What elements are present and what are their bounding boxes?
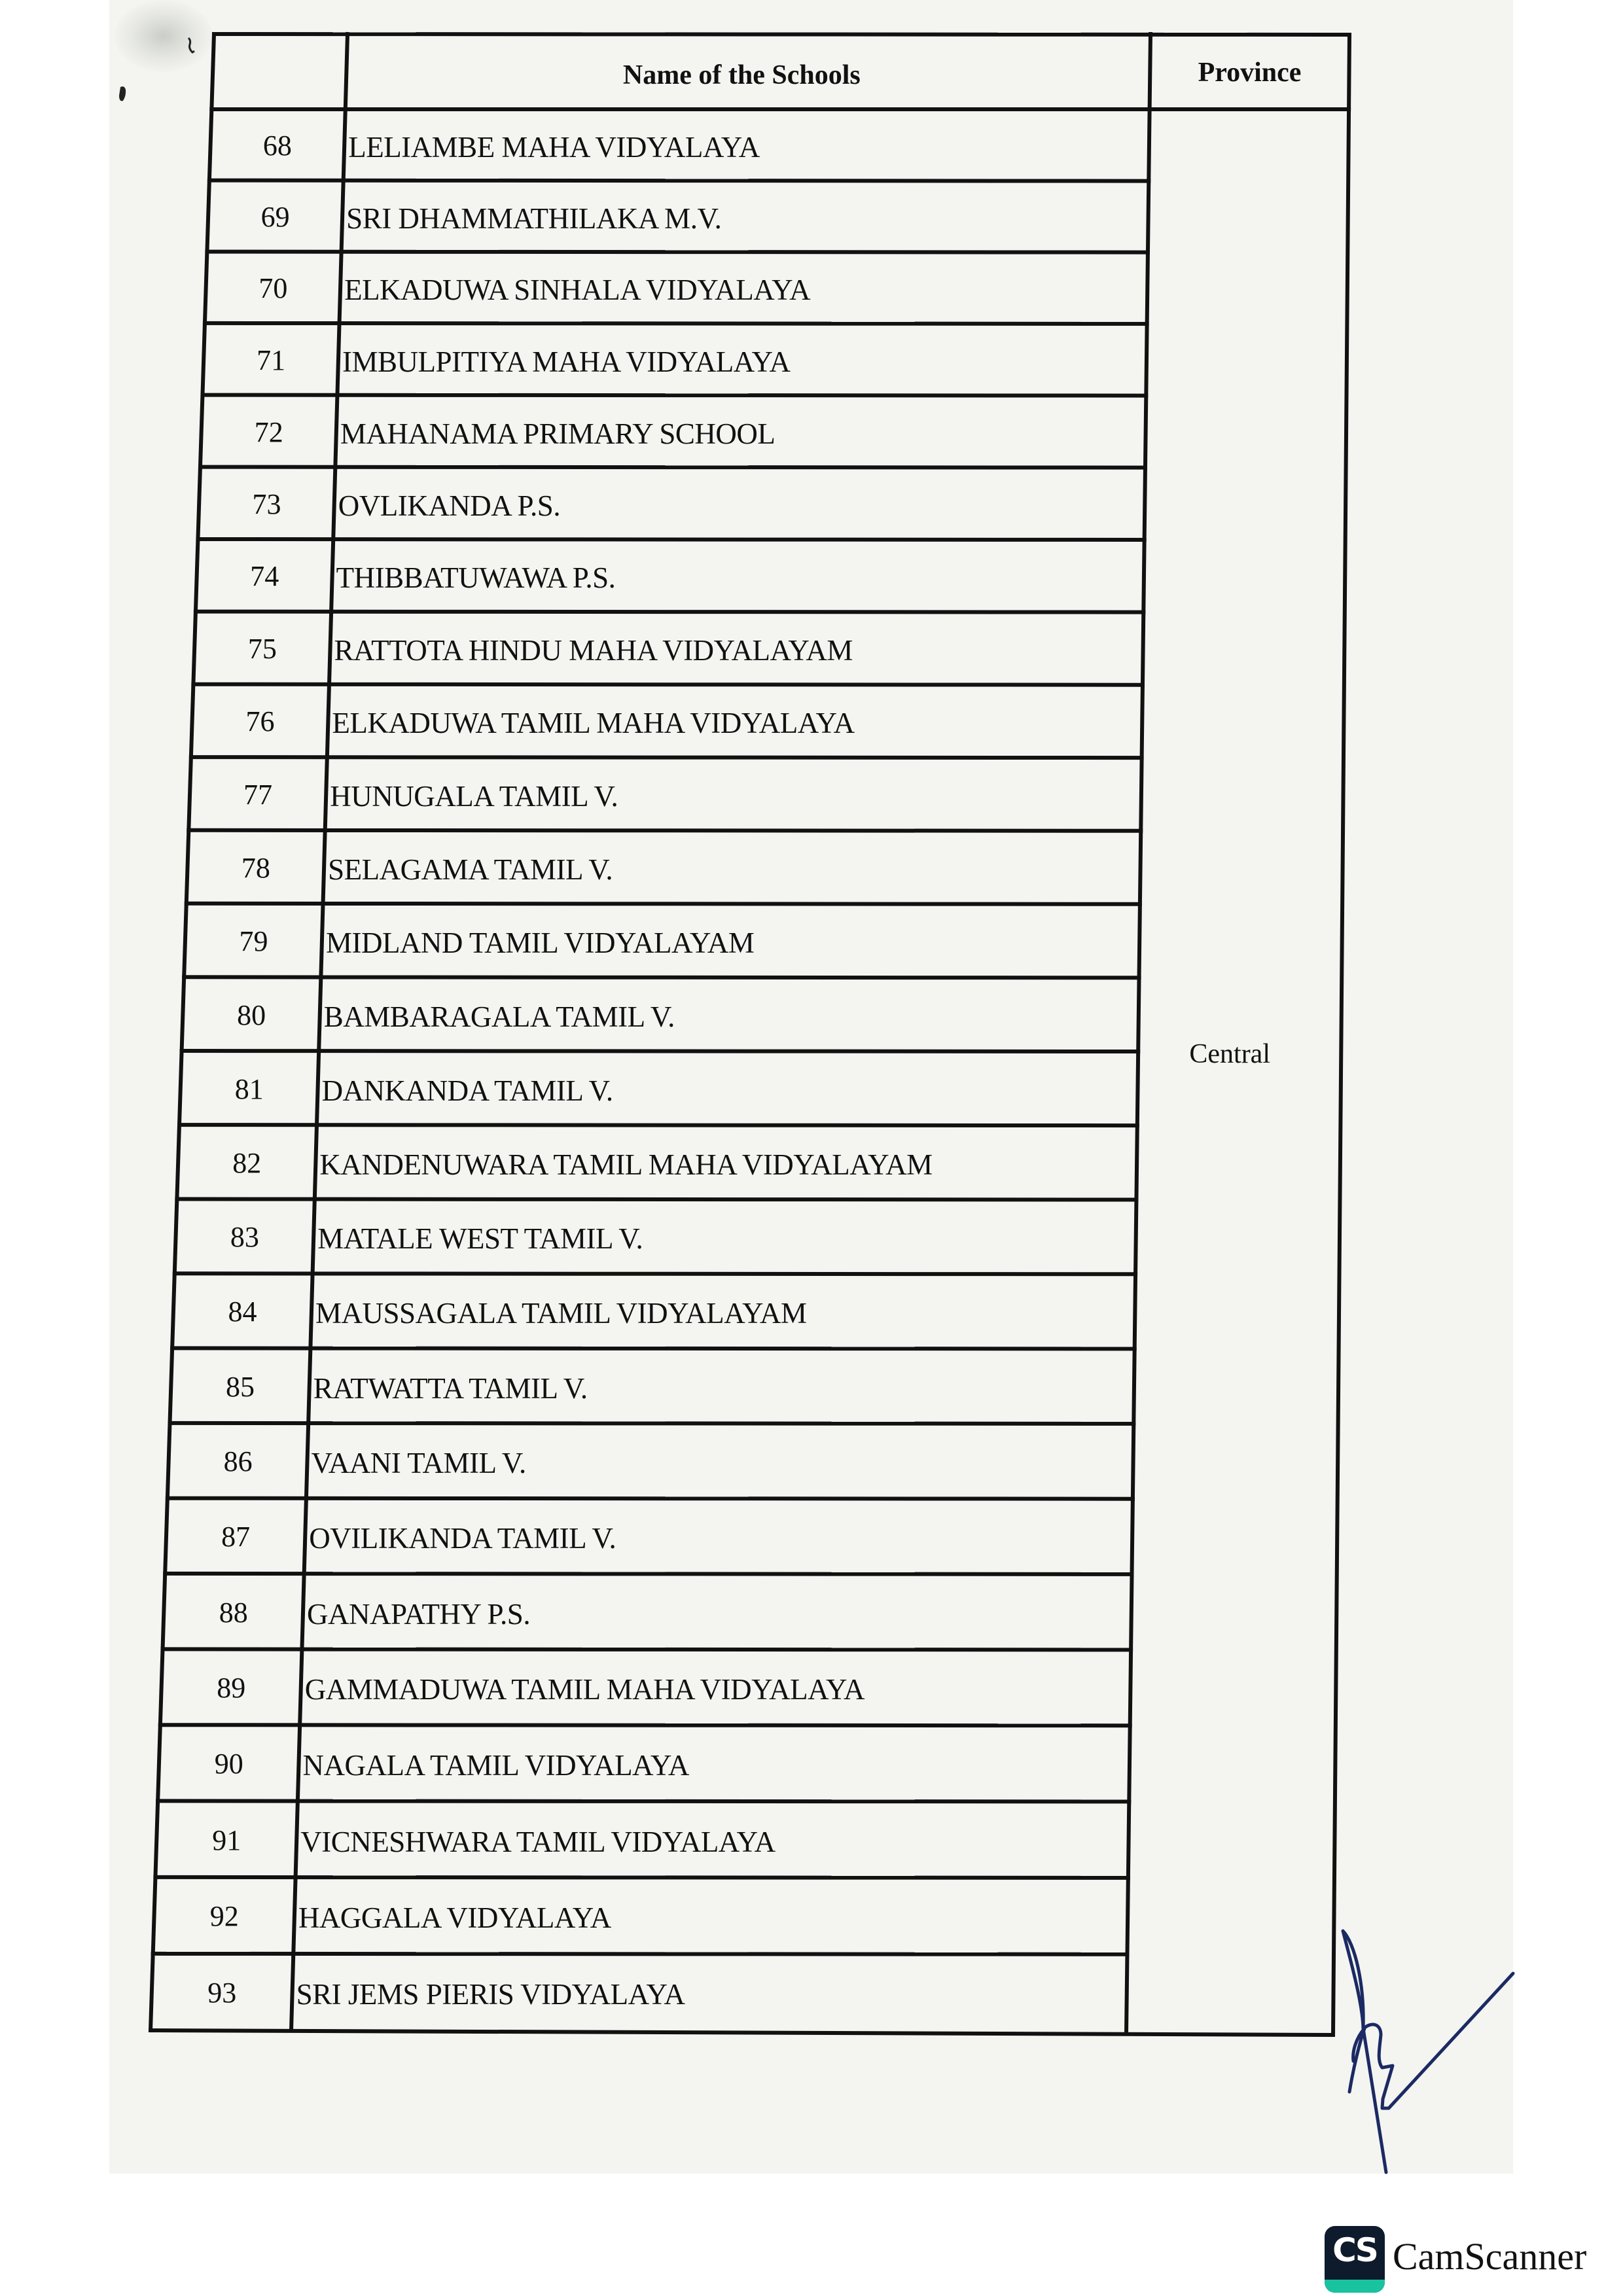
school-name: SRI DHAMMATHILAKA M.V. [346, 202, 722, 236]
school-name: MIDLAND TAMIL VIDYALAYAM [325, 927, 755, 960]
school-name: RATTOTA HINDU MAHA VIDYALAYAM [334, 634, 853, 667]
row-number: 73 [252, 487, 281, 520]
table-border-top [214, 34, 1349, 35]
row-number: 87 [221, 1521, 251, 1553]
row-divider [203, 395, 1147, 396]
row-divider [198, 539, 1145, 540]
row-number: 79 [239, 925, 268, 958]
school-name: HUNUGALA TAMIL V. [330, 779, 618, 813]
row-number: 77 [243, 778, 273, 811]
row-number: 83 [230, 1221, 259, 1254]
camscanner-logo [1325, 2226, 1385, 2293]
school-name: MAUSSAGALA TAMIL VIDYALAYAM [315, 1297, 807, 1330]
row-number: 72 [254, 415, 283, 448]
row-divider [205, 323, 1147, 324]
province-value: Central [1189, 1039, 1270, 1069]
school-name: SRI JEMS PIERIS VIDYALAYA [296, 1978, 685, 2011]
row-number: 80 [237, 998, 266, 1031]
row-divider [207, 252, 1148, 253]
school-name: MATALE WEST TAMIL V. [317, 1222, 643, 1256]
school-name: GAMMADUWA TAMIL MAHA VIDYALAYA [304, 1673, 865, 1706]
scan-mark [119, 86, 126, 101]
row-divider [163, 1649, 1132, 1650]
school-name: OVLIKANDA P.S. [338, 489, 561, 522]
school-name: GANAPATHY P.S. [307, 1597, 531, 1631]
row-divider [200, 467, 1145, 468]
row-number: 93 [207, 1977, 237, 2009]
row-number: 84 [228, 1296, 257, 1328]
row-number: 75 [247, 633, 277, 665]
row-number: 89 [217, 1672, 246, 1704]
table-border-left [151, 34, 214, 2030]
row-divider [188, 830, 1141, 831]
row-number: 70 [259, 272, 288, 305]
row-number: 76 [245, 705, 275, 738]
camscanner-logo-band [1325, 2280, 1385, 2293]
row-number: 91 [212, 1824, 241, 1856]
row-divider [155, 1877, 1128, 1878]
school-name: THIBBATUWAWA P.S. [336, 561, 616, 595]
row-number: 69 [260, 201, 290, 234]
school-name: VICNESHWARA TAMIL VIDYALAYA [300, 1825, 776, 1858]
school-name: SELAGAMA TAMIL V. [328, 853, 613, 886]
row-divider [184, 977, 1139, 978]
table-border-bottom [151, 2030, 1333, 2035]
column-divider-province [1126, 34, 1150, 2034]
school-name: LELIAMBE MAHA VIDYALAYA [348, 131, 760, 164]
school-name: VAANI TAMIL V. [311, 1447, 526, 1480]
camscanner-brand: CamScanner [1393, 2235, 1587, 2278]
row-divider [175, 1273, 1135, 1274]
row-number: 78 [241, 851, 270, 884]
row-divider [172, 1348, 1135, 1349]
school-name: DANKANDA TAMIL V. [321, 1074, 613, 1107]
row-divider [177, 1199, 1136, 1200]
school-name: HAGGALA VIDYALAYA [298, 1901, 611, 1935]
school-name: IMBULPITIYA MAHA VIDYALAYA [342, 345, 791, 378]
row-number: 81 [234, 1072, 264, 1105]
row-divider [168, 1498, 1133, 1499]
scan-mark [188, 38, 194, 52]
school-name: ELKADUWA TAMIL MAHA VIDYALAYA [332, 707, 855, 740]
row-number: 86 [223, 1445, 253, 1478]
row-number: 71 [257, 344, 286, 376]
row-number: 74 [250, 560, 279, 593]
row-divider [191, 757, 1142, 758]
camscanner-logo-text: CS [1332, 2231, 1377, 2269]
row-number: 85 [226, 1370, 255, 1403]
school-name: KANDENUWARA TAMIL MAHA VIDYALAYAM [319, 1148, 933, 1181]
school-name: ELKADUWA SINHALA VIDYALAYA [344, 274, 811, 307]
header-province: Province [1198, 58, 1302, 88]
school-name: BAMBARAGALA TAMIL V. [323, 1000, 675, 1033]
school-name: NAGALA TAMIL VIDYALAYA [302, 1749, 689, 1782]
row-divider [170, 1423, 1134, 1424]
school-name: RATWATTA TAMIL V. [313, 1371, 588, 1405]
school-name: OVILIKANDA TAMIL V. [309, 1522, 616, 1555]
row-number: 88 [219, 1596, 248, 1629]
row-number: 68 [262, 130, 292, 162]
school-name: MAHANAMA PRIMARY SCHOOL [340, 417, 776, 450]
handwritten-signature [1343, 1931, 1513, 2172]
table-border-right [1333, 35, 1349, 2035]
row-number: 92 [209, 1900, 239, 1933]
row-number: 82 [232, 1146, 262, 1179]
row-number: 90 [214, 1748, 243, 1780]
header-name-of-schools: Name of the Schools [622, 60, 861, 90]
row-divider [193, 684, 1143, 685]
